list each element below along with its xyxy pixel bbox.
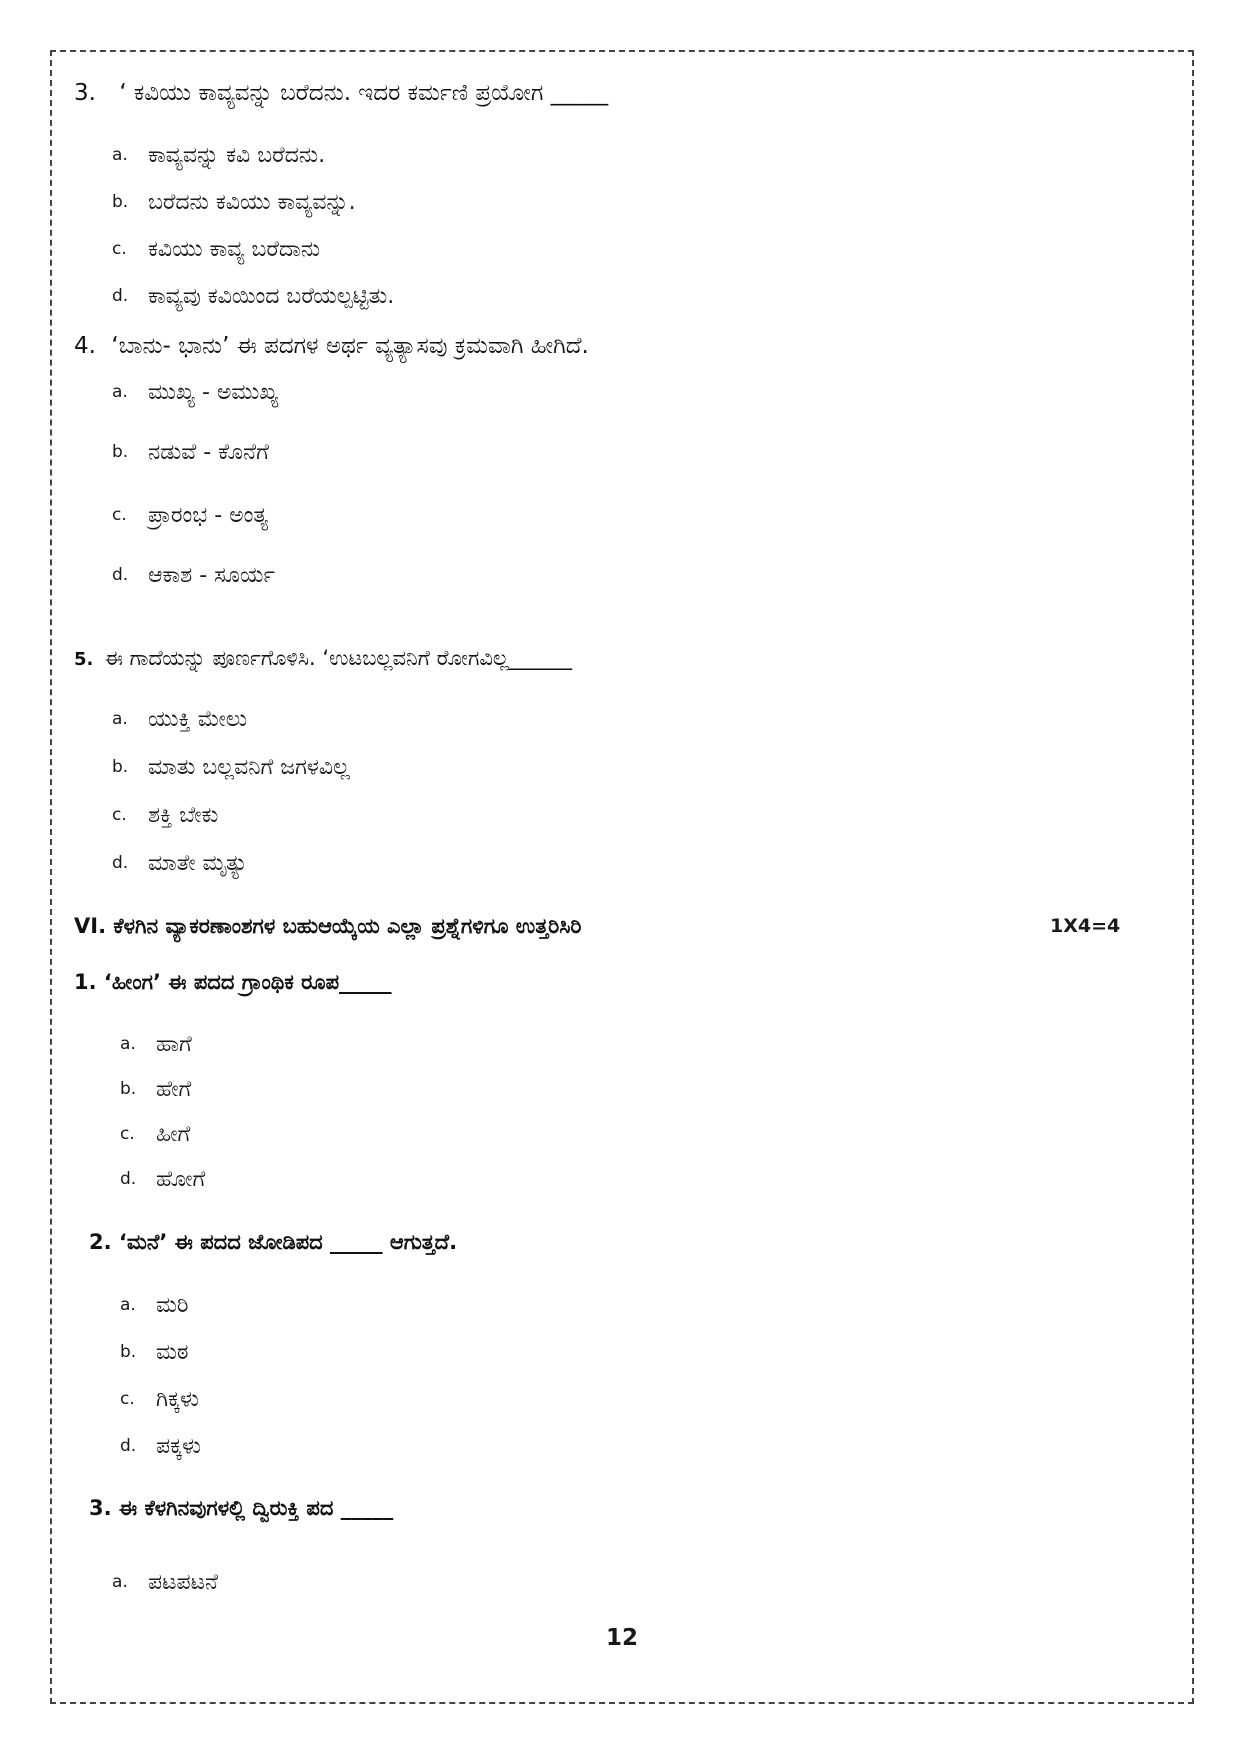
section-vi-marks: 1X4=4 (1050, 915, 1121, 937)
option-vi2b: b. ಮಠ (120, 1340, 189, 1365)
option-vi2c: c. ಗಿಕ್ಕಳು (120, 1387, 199, 1412)
option-vi1b: b. ಹೇಗೆ (120, 1077, 192, 1102)
option-3c: c. ಕವಿಯು ಕಾವ್ಯ ಬರೆದಾನು (112, 237, 321, 262)
option-4d: d. ಆಕಾಶ - ಸೂರ್ಯ (112, 563, 275, 588)
option-3d: d. ಕಾವ್ಯವು ಕವಿಯಿಂದ ಬರೆಯಲ್ಪಟ್ಟಿತು. (112, 284, 395, 309)
option-vi1a: a. ಹಾಗೆ (120, 1032, 192, 1057)
question-5-prompt: ಈ ಗಾದೆಯನ್ನು ಪೂರ್ಣಗೊಳಿಸಿ. ‘ಉಟಬಲ್ಲವನಿಗೆ ರೋಗವಿಲ್ಲ______ (104, 646, 572, 670)
option-3b: b. ಬರೆದನು ಕವಿಯು ಕಾವ್ಯವನ್ನು. (112, 190, 356, 215)
option-5d: d. ಮಾತೇ ಮೃತ್ಯು (112, 851, 248, 876)
page-number: 12 (606, 1625, 639, 1651)
section-vi-heading: VI. ಕೆಳಗಿನ ವ್ಯಾಕರಣಾಂಶಗಳ ಬಹುಆಯ್ಕೆಯ ಎಲ್ಲಾ ಪ್ರಶ್ನೆಗಳಿಗೂ ಉತ್ತರಿಸಿರಿ (74, 914, 582, 938)
question-4-prompt: ‘ಬಾನು- ಭಾನು’ ಈ ಪದಗಳ ಅರ್ಥ ವ್ಯತ್ಯಾಸವು ಕ್ರಮವಾಗಿ ಹೀಗಿದೆ. (111, 333, 589, 359)
option-vi1d: d. ಹೋಗೆ (120, 1167, 206, 1192)
vi-question-2-text: 2. ‘ಮನೆ’ ಈ ಪದದ ಜೋಡಿಪದ _____ ಆಗುತ್ತದೆ. (89, 1230, 458, 1254)
question-4-number: 4. (74, 333, 96, 359)
option-vi1c: c. ಹೀಗೆ (120, 1122, 191, 1147)
question-3-number: 3. (74, 80, 96, 106)
option-4a: a. ಮುಖ್ಯ - ಅಮುಖ್ಯ (112, 380, 279, 405)
question-5-number: 5. (74, 649, 94, 670)
option-vi2d: d. ಪಕ್ಕಳು (120, 1434, 202, 1459)
option-vi3a: a. ಪಟಪಟನೆ (112, 1570, 219, 1595)
option-vi2a: a. ಮರಿ (120, 1293, 189, 1318)
option-4c: c. ಪ್ರಾರಂಭ - ಅಂತ್ಯ (112, 503, 269, 528)
option-5b: b. ಮಾತು ಬಲ್ಲವನಿಗೆ ಜಗಳವಿಲ್ಲ (112, 755, 350, 780)
option-5c: c. ಶಕ್ತಿ ಬೇಕು (112, 803, 219, 828)
option-5a: a. ಯುಕ್ತಿ ಮೇಲು (112, 707, 248, 732)
vi-question-3-text: 3. ಈ ಕೆಳಗಿನವುಗಳಲ್ಲಿ ದ್ವಿರುಕ್ತಿ ಪದ _____ (89, 1496, 394, 1520)
vi-question-1-text: 1. ‘ಹೀಂಗ’ ಈ ಪದದ ಗ್ರಾಂಥಿಕ ರೂಪ_____ (74, 970, 392, 994)
option-4b: b. ನಡುವೆ - ಕೊನೆಗೆ (112, 440, 269, 465)
option-3a: a. ಕಾವ್ಯವನ್ನು ಕವಿ ಬರೆದನು. (112, 143, 326, 168)
question-3-prompt: ‘ ಕವಿಯು ಕಾವ್ಯವನ್ನು ಬರೆದನು. ಇದರ ಕರ್ಮಣಿ ಪ್ರಯೋಗ _____ (119, 80, 609, 106)
